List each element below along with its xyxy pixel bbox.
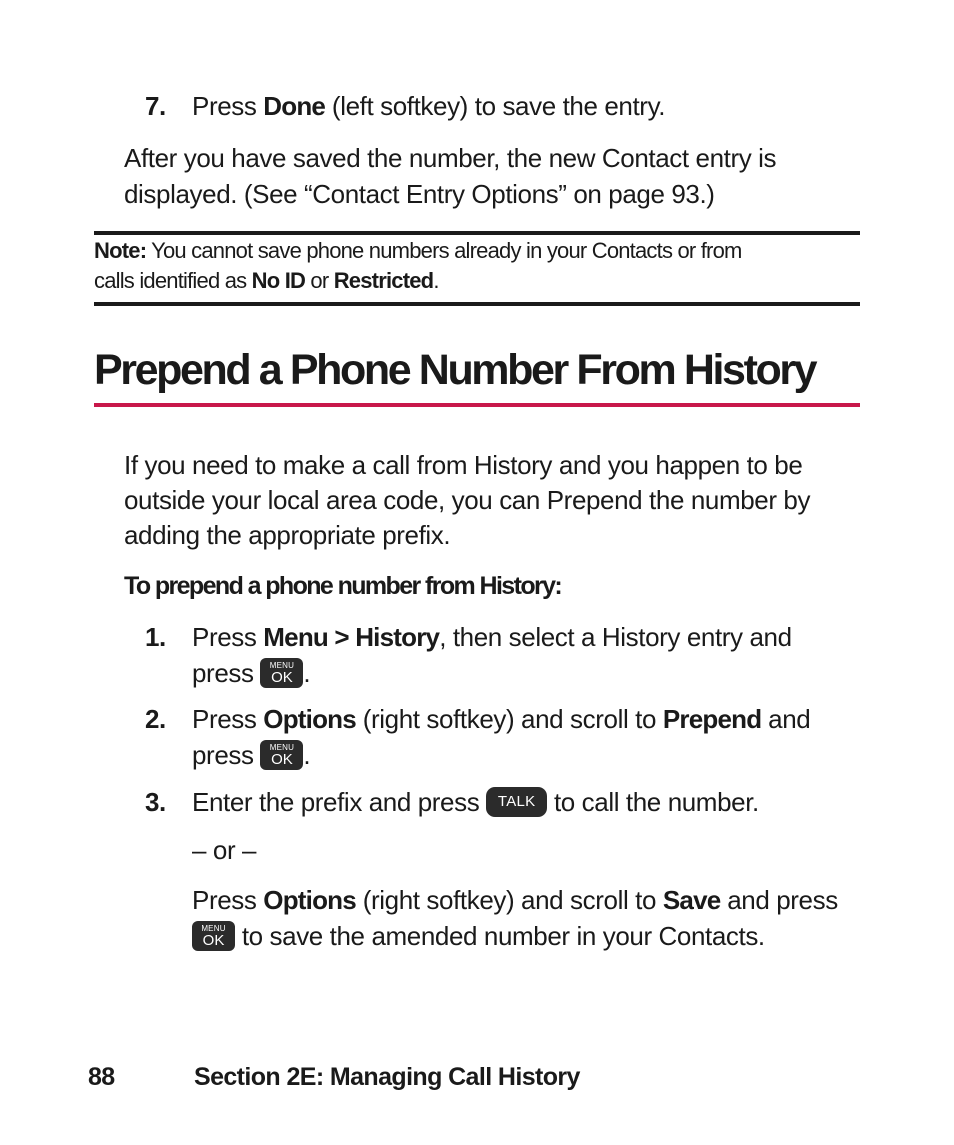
step-number: 3. bbox=[145, 787, 166, 817]
no-id-label: No ID bbox=[251, 268, 306, 293]
note-bottom-rule bbox=[94, 302, 860, 306]
step-text: to call the number. bbox=[547, 787, 759, 817]
step-text: (right softkey) and scroll to bbox=[355, 704, 663, 734]
step-text: Press bbox=[192, 885, 264, 915]
key-label-top: MENU bbox=[269, 743, 295, 753]
step-3-text bbox=[192, 784, 759, 820]
page-title: Prepend a Phone Number From History bbox=[94, 346, 816, 394]
prepend-label: Prepend bbox=[662, 704, 762, 734]
menu-ok-key-icon bbox=[260, 740, 303, 770]
note-top-rule bbox=[94, 231, 860, 235]
title-underline bbox=[94, 403, 860, 407]
key-label-top: MENU bbox=[201, 924, 226, 934]
note-text: or bbox=[305, 268, 334, 293]
menu-ok-key-icon bbox=[192, 921, 235, 951]
procedure-heading: To prepend a phone number from History: bbox=[124, 572, 562, 600]
step-text: (right softkey) and scroll to bbox=[355, 885, 663, 915]
paragraph-line: After you have saved the number, the new Contact entry is bbox=[124, 143, 777, 173]
step-text: and press bbox=[720, 885, 838, 915]
step-text: Press bbox=[192, 91, 264, 121]
step-number: 7. bbox=[145, 91, 166, 121]
step-3 bbox=[145, 784, 166, 820]
note-text: calls identified as bbox=[94, 268, 252, 293]
step-text: . bbox=[303, 740, 311, 770]
note-text: You cannot save phone numbers already in your Contacts or from bbox=[146, 238, 742, 263]
step-text: press bbox=[192, 658, 261, 688]
done-label: Done bbox=[263, 91, 326, 121]
step-text: to save the amended number in your Contacts. bbox=[235, 921, 765, 951]
after-saved-paragraph bbox=[124, 140, 776, 212]
step-7-text bbox=[192, 88, 665, 124]
note bbox=[94, 236, 742, 296]
options-label: Options bbox=[263, 885, 356, 915]
key-label-top: MENU bbox=[269, 661, 295, 671]
step-2-text bbox=[192, 701, 810, 773]
step-text: (left softkey) to save the entry. bbox=[325, 91, 666, 121]
page-number: 88 bbox=[88, 1063, 115, 1091]
step-text: Press bbox=[192, 622, 264, 652]
step-1-text bbox=[192, 619, 792, 691]
key-label-bottom: OK bbox=[271, 669, 293, 687]
paragraph-line: If you need to make a call from History and you happen to be bbox=[124, 450, 803, 480]
menu-history-label: Menu > History bbox=[263, 622, 440, 652]
save-label: Save bbox=[662, 885, 721, 915]
step-text: Press bbox=[192, 704, 264, 734]
key-label-bottom: OK bbox=[202, 932, 225, 950]
restricted-label: Restricted bbox=[333, 268, 434, 293]
step-number: 1. bbox=[145, 622, 166, 652]
talk-key-icon: TALK bbox=[486, 787, 547, 817]
key-label-bottom: OK bbox=[271, 751, 293, 769]
step-7 bbox=[145, 88, 166, 124]
step-text: . bbox=[303, 658, 311, 688]
paragraph-line: displayed. (See “Contact Entry Options” on page 93.) bbox=[124, 179, 715, 209]
step-text: , then select a History entry and bbox=[439, 622, 792, 652]
step-text: and bbox=[761, 704, 811, 734]
step-number: 2. bbox=[145, 704, 166, 734]
section-title: Section 2E: Managing Call History bbox=[194, 1063, 580, 1091]
intro-paragraph bbox=[124, 448, 810, 553]
step-text: Enter the prefix and press bbox=[192, 787, 487, 817]
note-text: . bbox=[433, 268, 439, 293]
step-1 bbox=[145, 619, 166, 655]
menu-ok-key-icon bbox=[260, 658, 303, 688]
paragraph-line: outside your local area code, you can Prepend the number by bbox=[124, 485, 811, 515]
step-text: press bbox=[192, 740, 261, 770]
options-label: Options bbox=[263, 704, 356, 734]
step-2 bbox=[145, 701, 166, 737]
note-label: Note: bbox=[94, 238, 147, 263]
or-separator: – or – bbox=[192, 835, 257, 865]
paragraph-line: adding the appropriate prefix. bbox=[124, 520, 451, 550]
step-3-alternative bbox=[192, 882, 838, 954]
